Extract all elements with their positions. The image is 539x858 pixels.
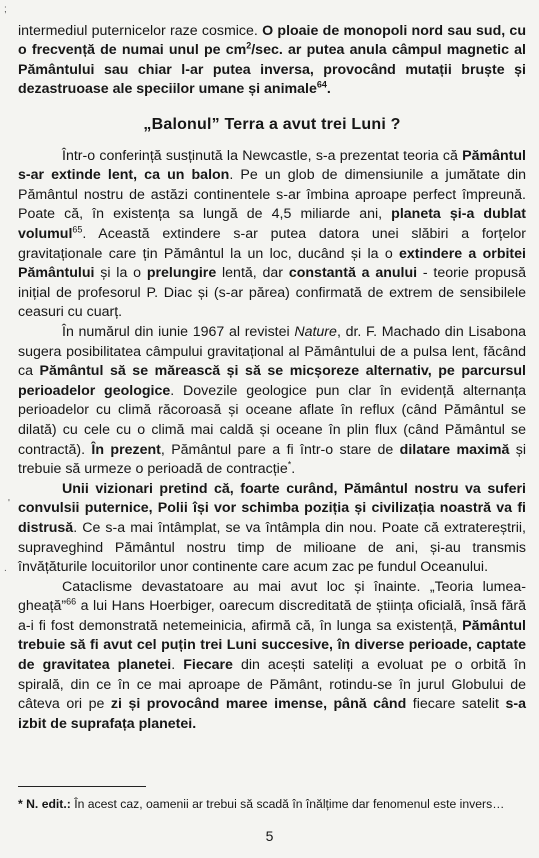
- p4-bold-3: zi și provocând maree imense, până când: [110, 696, 407, 713]
- scan-speck-top: ;: [4, 4, 7, 15]
- p2-text-5: și trebuie să urmeze o perioadă de contracție: [18, 441, 526, 478]
- p2-bold-3: dilatare maximă: [399, 441, 510, 458]
- p3-bold-1: Unii vizionari pretind că, foarte curând, Pământul nostru va suferi convulsii puternice, Polii își vor schimba poziția și civilizația noastră va fi distrusă: [18, 480, 526, 536]
- p1-bold-2: planeta și-a dublat volumul: [18, 206, 526, 242]
- p1-bold-3: extindere a orbitei Pământului: [18, 245, 526, 282]
- p2-text-4: , Pământul pare a fi într-o stare de: [160, 441, 400, 458]
- p2-text-6: .: [291, 461, 296, 478]
- p1-text-4: și la o: [94, 265, 147, 282]
- paragraph-1: [18, 147, 526, 323]
- p1-text-2: . Pe un glob de dimensiunile a jumătate din Pământul nostru de astăzi continentele s-ar îmbina aproape perfect împreună. Poate că, în existența sa lungă de 4,5 miliarde ani,: [18, 167, 527, 223]
- p4-bold-2: Fiecare: [183, 657, 233, 674]
- p4-bold-4: s-a izbit de suprafața planetei.: [18, 696, 526, 732]
- footnote-ref-65: 65: [72, 224, 83, 235]
- intro-bold-1: O ploaie de monopoli nord sau sud, cu o frecvență de numai unul pe cm: [18, 23, 526, 59]
- intro-end: .: [326, 81, 331, 98]
- p3-text-1: . Ce s-a mai întâmplat, se va întâmpla din nou. Poate că extratereștrii, supraveghind Pământul nostru timp de milioane de ani, și-au transmis învățăturile locuitorilor unor continente care acum zac pe fundul Oceanului.: [18, 519, 526, 576]
- p1-bold-4: prelungire: [146, 265, 217, 282]
- p1-bold-5: constantă a anului: [288, 265, 418, 282]
- p2-text-1: În numărul din iunie 1967 al revistei: [62, 323, 295, 340]
- p4-text-1: Cataclisme devastatoare au mai avut loc și înainte. „Teoria lumea-gheață”: [18, 578, 526, 615]
- p2-text-2: , dr. F. Machado din Lisabona sugera posibilitatea câmpului gravitațional al Pământului de a pulsa lent, făcând ca: [18, 323, 526, 380]
- paragraph-3: [18, 480, 526, 578]
- p2-journal-name: Nature: [294, 323, 337, 340]
- page-content: [18, 22, 526, 734]
- intro-paragraph: [18, 22, 526, 100]
- footnote-divider: [18, 786, 146, 787]
- paragraph-4: [18, 578, 526, 735]
- scan-speck-low: .: [4, 563, 7, 574]
- p4-text-4: din acești sateliți a evoluat pe o orbită în spirală, din ce în ce mai aproape de Pământ, rotindu-se în jurul Globului de câteva ori pe: [18, 657, 526, 713]
- p1-text-1: Într-o conferință susținută la Newcastle, s-a prezentat teoria că: [62, 147, 463, 164]
- p1-text-3: . Această extindere s-ar putea datora unei slăbiri a forțelor gravitaționale care țin Pământul la un loc, ducând și la o: [18, 226, 526, 262]
- p2-bold-1: Pământul să se mărească și să se micșoreze alternativ, pe parcursul perioadelor geologice: [18, 363, 526, 399]
- intro-superscript: 2: [246, 40, 252, 51]
- scan-speck-mid: ': [8, 498, 10, 509]
- section-body: [18, 147, 526, 735]
- p1-text-6: - teorie propusă inițial de profesorul P. Diac și (s-ar părea) confirmată de extrem de sensibilele ceasuri cu cuarț.: [18, 265, 526, 321]
- p2-text-3: . Dovezile geologice pun clar în evidență alternanța perioadelor cu climă răcoroasă și oceane aflate în reflux (când Pământul se dilată) cu cele cu o climă mai caldă și oceane în plin flux (când Pământul se contractă).: [18, 382, 526, 458]
- p4-bold-1: Pământul trebuie să fi avut cel puțin trei Luni succesive, în diverse perioade, captate de gravitatea planetei: [18, 617, 526, 674]
- footnote-ref-star: *: [287, 459, 292, 470]
- p1-text-5: lentă, dar: [216, 265, 289, 282]
- paragraph-2: [18, 323, 526, 480]
- section-title: „Balonul” Terra a avut trei Luni ?: [143, 115, 401, 133]
- p4-text-2: a lui Hans Hoerbiger, oarecum discreditată de știința oficială, însă fără a-i fi fost demonstrată netemeinicia, afirmă că, în lunga sa existență,: [18, 598, 526, 634]
- p2-bold-2: În prezent: [91, 441, 161, 458]
- p1-bold-1: Pământul s-ar extinde lent, ca un balon: [18, 147, 526, 184]
- p4-text-3: .: [171, 657, 184, 674]
- footnote-text: În acest caz, oamenii ar trebui să scadă în înălțime dar fenomenul este invers…: [70, 797, 505, 811]
- footnote-ref-64: 64: [316, 79, 327, 90]
- intro-text: intermediul puternicelor raze cosmice.: [18, 23, 263, 39]
- footnote-ref-66: 66: [66, 596, 77, 607]
- intro-bold-2: /sec. ar putea anula câmpul magnetic al Pământului sau chiar l-ar putea inversa, provocând mutații bruște și dezastruoase ale speciilor umane și animale: [18, 42, 526, 98]
- p4-text-5: fiecare satelit: [406, 696, 506, 713]
- footnote-mark: * N. edit.:: [18, 797, 71, 811]
- page-number: 5: [265, 828, 274, 844]
- footnote: [18, 796, 524, 813]
